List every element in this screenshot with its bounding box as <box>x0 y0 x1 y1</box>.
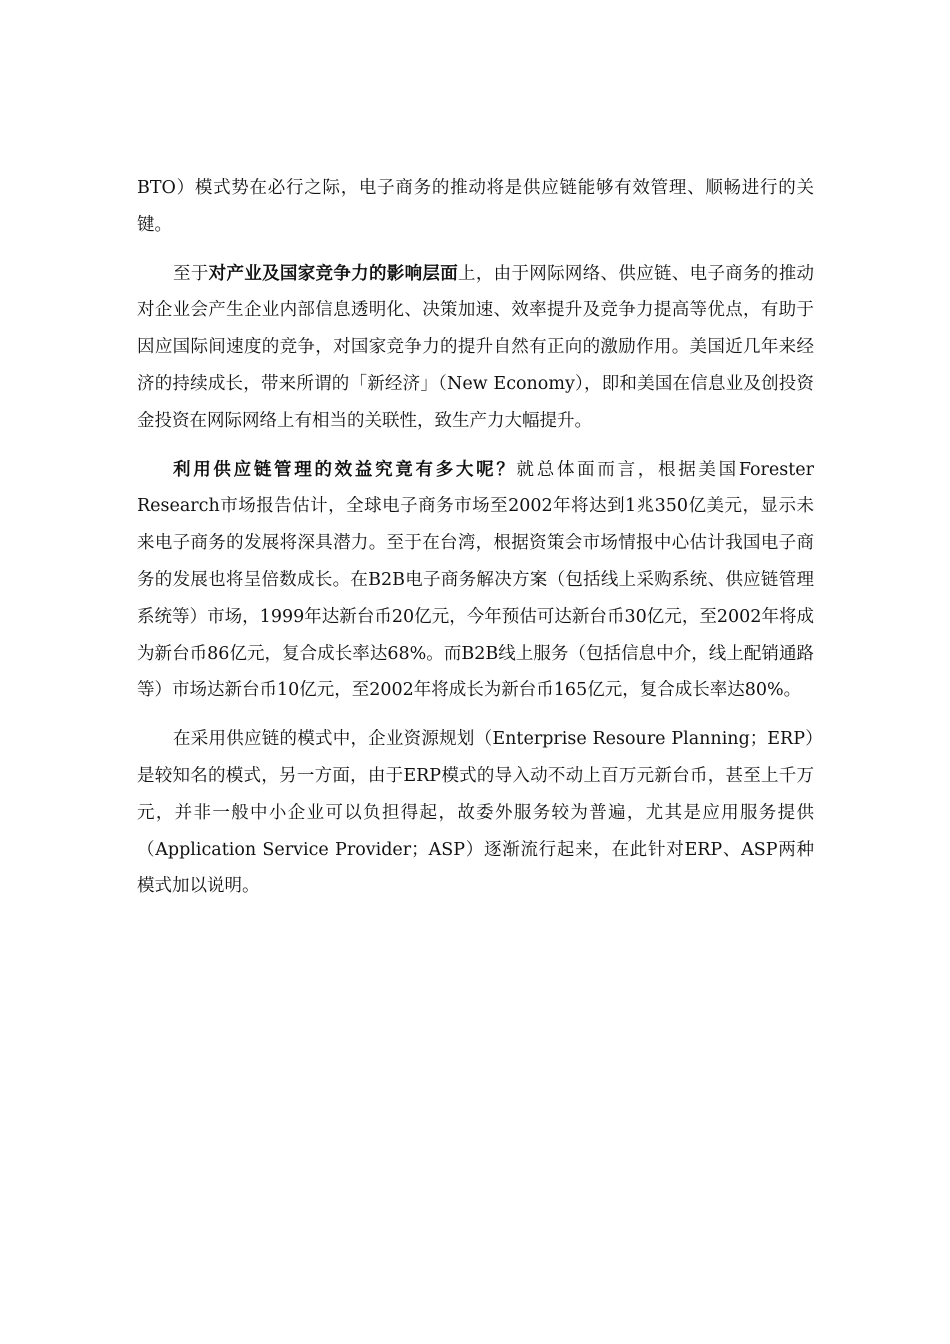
document-body <box>137 170 814 905</box>
paragraph-2-text: 上，由于网际网络、供应链、电子商务的推动对企业会产生企业内部信息透明化、决策加速、效率提升及竞争力提高等优点，有助于因应国际间速度的竞争，对国家竞争力的提升自然有正向的激励作用。美国近几年来经济的持续成长，带来所谓的「新经济」（New Economy），即和美国在信息业及创投资金投资在网际网络上有相当的关联性，致生产力大幅提升。 <box>137 263 815 431</box>
paragraph-1-text: BTO）模式势在必行之际，电子商务的推动将是供应链能够有效管理、顺畅进行的关键。 <box>137 178 814 235</box>
paragraph-2-lead: 至于 <box>173 263 209 284</box>
paragraph-3-text: 就总体面而言，根据美国Forester Research市场报告估计，全球电子商务市场至2002年将达到1兆350亿美元，显示未来电子商务的发展将深具潜力。至于在台湾，根据资策会市场情报中心估计我国电子商务的发展也将呈倍数成长。在B2B电子商务解决方案（包括线上采购系统、供应链管理系统等）市场，1999年达新台币20亿元，今年预估可达新台币30亿元，至2002年将成为新台币86亿元，复合成长率达68%。而B2B线上服务（包括信息中介，线上配销通路等）市场达新台币10亿元，至2002年将成长为新台币165亿元，复合成长率达80%。 <box>137 459 814 701</box>
paragraph-3 <box>137 452 814 710</box>
paragraph-1 <box>137 170 814 244</box>
paragraph-2 <box>137 256 814 440</box>
paragraph-4-text: 在采用供应链的模式中，企业资源规划（Enterprise Resoure Planning；ERP）是较知名的模式，另一方面，由于ERP模式的导入动不动上百万元新台币，甚至上千万元，并非一般中小企业可以负担得起，故委外服务较为普遍，尤其是应用服务提供（Application Service Provider；ASP）逐渐流行起来，在此针对ERP、ASP两种模式加以说明。 <box>137 729 814 897</box>
paragraph-4 <box>137 721 814 905</box>
paragraph-2-bold-phrase: 对产业及国家竞争力的影响层面 <box>208 263 459 284</box>
paragraph-3-bold-question: 利用供应链管理的效益究竟有多大呢？ <box>173 459 517 480</box>
